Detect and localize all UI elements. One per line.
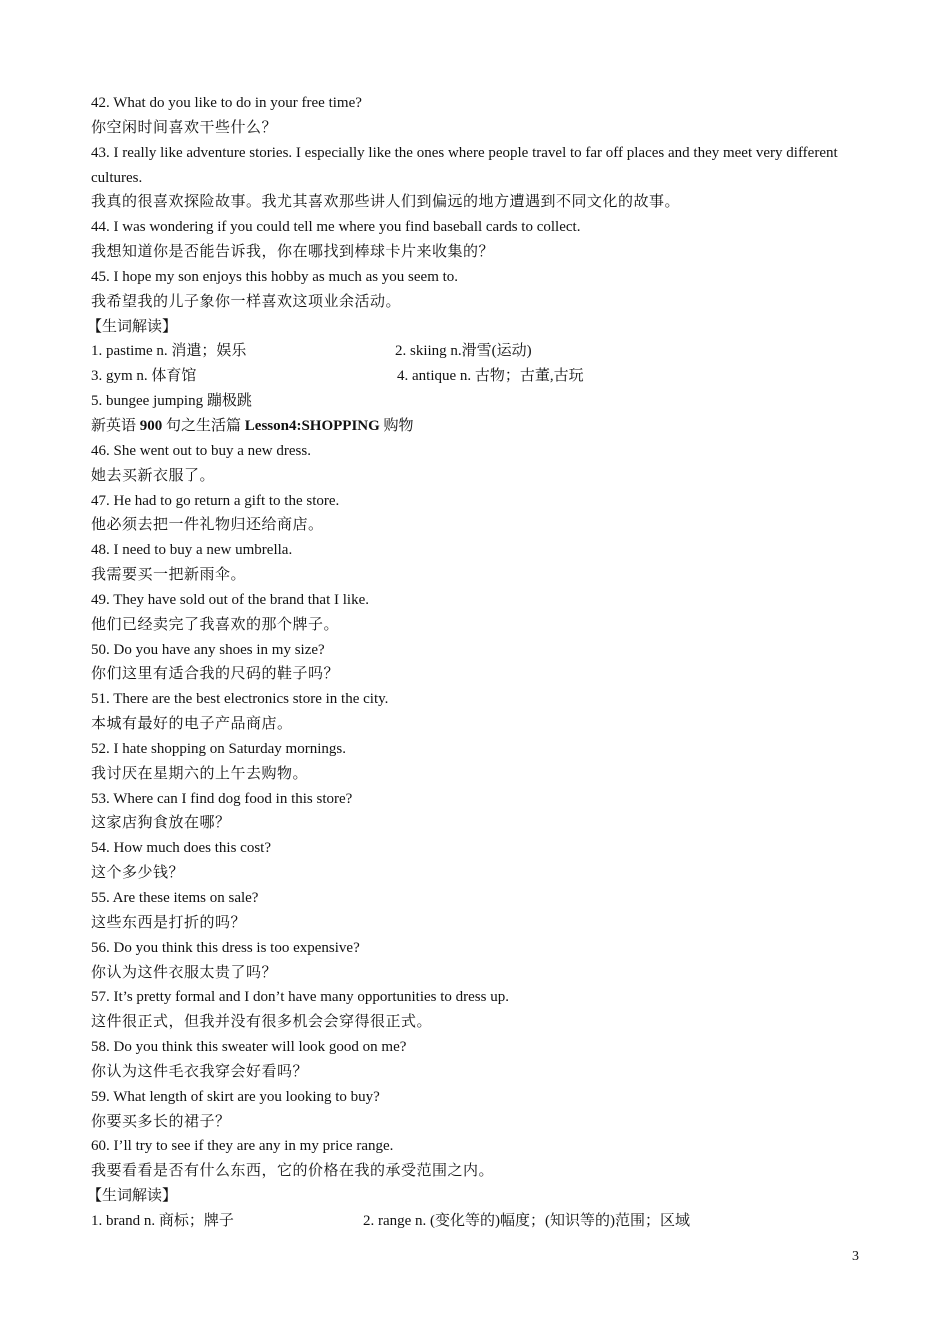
vocab-item: 1. pastime n. 消遣；娱乐	[91, 343, 247, 360]
sentence-en: 57. It’s pretty formal and I don’t have many opportunities to dress up.	[91, 989, 509, 1006]
sentence-en: 47. He had to go return a gift to the store.	[91, 492, 340, 509]
lesson-title	[91, 414, 871, 439]
sentence-zh: 他们已经卖完了我喜欢的那个牌子。	[91, 616, 340, 633]
vocab-row	[91, 389, 871, 414]
vocab-item: 3. gym n. 体育馆	[91, 368, 197, 385]
vocab-item: 2. range n. (变化等的)幅度；(知识等的)范围；区域	[363, 1212, 691, 1229]
vocab-item: 2. skiing n.滑雪(运动)	[395, 343, 532, 360]
sentence-en: 58. Do you think this sweater will look good on me?	[91, 1039, 407, 1056]
vocab-heading: 【生词解读】	[87, 318, 178, 335]
sentence-en: 54. How much does this cost?	[91, 840, 271, 857]
lesson-title-prefix: 新英语	[91, 417, 140, 434]
vocab-row	[91, 364, 871, 389]
sentence-zh: 你认为这件衣服太贵了吗？	[91, 964, 278, 981]
sentence-zh: 这个多少钱？	[91, 865, 185, 882]
sentence-en: 50. Do you have any shoes in my size?	[91, 641, 325, 658]
sentence-zh: 他必须去把一件礼物归还给商店。	[91, 517, 324, 534]
lesson-title-suffix: 购物	[379, 417, 414, 434]
sentence-zh: 你空闲时间喜欢干些什么？	[91, 119, 278, 136]
sentence-zh: 我要看看是否有什么东西，它的价格在我的承受范围之内。	[91, 1163, 495, 1180]
vocab-row	[91, 339, 871, 364]
lesson-title-mid: 句之生活篇	[162, 417, 245, 434]
page-number: 3	[852, 1249, 859, 1264]
vocab-item: 4. antique n. 古物；古董,古玩	[397, 368, 584, 385]
sentence-en: 49. They have sold out of the brand that I like.	[91, 591, 369, 608]
sentence-en: 60. I’ll try to see if they are any in my price range.	[91, 1138, 394, 1155]
sentence-en: 53. Where can I find dog food in this store?	[91, 790, 353, 807]
sentence-zh: 我希望我的儿子象你一样喜欢这项业余活动。	[91, 293, 402, 310]
document-page	[87, 91, 871, 1234]
sentence-en: 59. What length of skirt are you looking to buy?	[91, 1088, 380, 1105]
sentence-zh: 你们这里有适合我的尺码的鞋子吗？	[91, 666, 340, 683]
sentence-zh: 她去买新衣服了。	[91, 467, 216, 484]
sentence-en: 46. She went out to buy a new dress.	[91, 442, 311, 459]
sentence-en: 42. What do you like to do in your free time?	[91, 95, 362, 111]
vocab-item: 1. brand n. 商标；牌子	[91, 1212, 234, 1229]
sentence-zh: 这些东西是打折的吗？	[91, 914, 247, 931]
sentence-zh: 这件很正式，但我并没有很多机会会穿得很正式。	[91, 1014, 433, 1031]
sentence-en: 55. Are these items on sale?	[91, 890, 259, 906]
vocab-item: 5. bungee jumping 蹦极跳	[91, 393, 252, 410]
sentence-zh: 本城有最好的电子产品商店。	[91, 716, 293, 733]
sentence-en: 45. I hope my son enjoys this hobby as much as you seem to.	[91, 268, 459, 285]
lesson-title-lesson: Lesson4:SHOPPING	[244, 417, 380, 434]
sentence-zh: 你要买多长的裙子？	[91, 1113, 231, 1130]
sentence-en: 48. I need to buy a new umbrella.	[91, 542, 293, 559]
sentence-zh: 我真的很喜欢探险故事。我尤其喜欢那些讲人们到偏远的地方遭遇到不同文化的故事。	[91, 194, 681, 211]
sentence-zh: 我想知道你是否能告诉我，你在哪找到棒球卡片来收集的？	[91, 244, 495, 261]
sentence-en: 44. I was wondering if you could tell me where you find baseball cards to collect.	[91, 219, 581, 236]
sentence-zh: 你认为这件毛衣我穿会好看吗？	[91, 1063, 309, 1080]
sentence-en: 43. I really like adventure stories. I especially like the ones where people travel to far off places and they meet very different cultures.	[91, 144, 838, 186]
vocab-heading: 【生词解读】	[87, 1188, 178, 1205]
sentence-en: 52. I hate shopping on Saturday mornings.	[91, 740, 346, 757]
sentence-zh: 这家店狗食放在哪？	[91, 815, 231, 832]
lesson-title-number: 900	[139, 417, 163, 434]
sentence-en: 51. There are the best electronics store in the city.	[91, 691, 389, 708]
vocab-row	[91, 1209, 871, 1234]
sentence-zh: 我讨厌在星期六的上午去购物。	[91, 765, 309, 782]
sentence-zh: 我需要买一把新雨伞。	[91, 567, 247, 584]
sentence-en: 56. Do you think this dress is too expensive?	[91, 939, 360, 956]
